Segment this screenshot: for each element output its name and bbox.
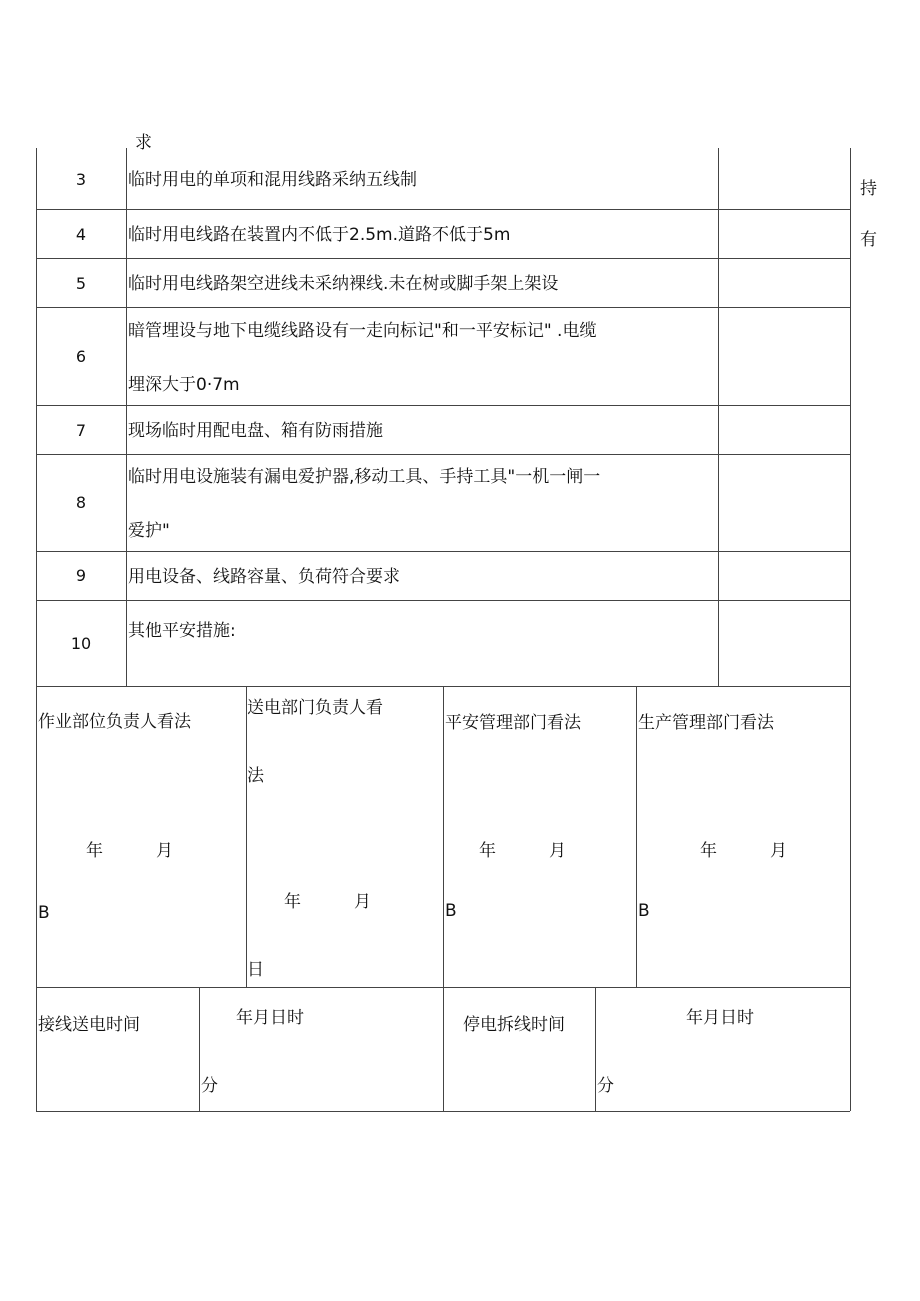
grid-line [36, 987, 850, 988]
row-number: 10 [70, 634, 92, 653]
connect-time-unit: 分 [201, 1076, 218, 1096]
month-label: 月 [354, 892, 371, 912]
month-label: 月 [770, 841, 787, 861]
grid-line [36, 1111, 850, 1112]
day-label: B [445, 901, 457, 921]
opinion-title: 法 [247, 766, 264, 786]
row-number: 4 [75, 225, 87, 244]
grid-line [443, 686, 444, 1111]
opinion-title: 平安管理部门看法 [445, 713, 581, 733]
grid-line [36, 600, 850, 601]
grid-line [246, 686, 247, 987]
row-text: 用电设备、线路容量、负荷符合要求 [128, 567, 400, 587]
grid-line [199, 987, 200, 1111]
year-label: 年 [479, 841, 496, 861]
row-number: 8 [75, 493, 87, 512]
row-number: 7 [75, 421, 87, 440]
row-text: 临时用电设施装有漏电爱护器,移动工具、手持工具"一机一闸一 [128, 467, 601, 487]
top-fragment-text: 求 [135, 133, 152, 153]
grid-line [36, 454, 850, 455]
day-label: B [638, 901, 650, 921]
row-text: 临时用电线路架空进线未采纳裸线.未在树或脚手架上架设 [128, 274, 559, 294]
grid-line [595, 987, 596, 1111]
row-text: 埋深大于0·7m [128, 375, 240, 395]
year-label: 年 [700, 841, 717, 861]
grid-line [36, 307, 850, 308]
side-note-char: 有 [860, 230, 877, 250]
grid-line [36, 258, 850, 259]
row-number: 3 [75, 170, 87, 189]
opinion-title: 送电部门负责人看 [247, 698, 383, 718]
opinion-title: 生产管理部门看法 [638, 713, 774, 733]
row-text: 其他平安措施: [128, 621, 236, 641]
disconnect-time-label: 停电拆线时间 [463, 1015, 565, 1035]
row-text: 爱护" [128, 521, 170, 541]
row-text: 暗管埋设与地下电缆线路设有一走向标记"和一平安标记" .电缆 [128, 321, 597, 341]
row-number: 5 [75, 274, 87, 293]
grid-line [36, 686, 37, 1111]
disconnect-time-unit: 分 [597, 1076, 614, 1096]
month-label: 月 [549, 841, 566, 861]
grid-line [36, 551, 850, 552]
side-note-char: 持 [860, 179, 877, 199]
grid-line [850, 148, 851, 1111]
year-label: 年 [284, 892, 301, 912]
row-text: 现场临时用配电盘、箱有防雨措施 [128, 421, 383, 441]
row-number: 6 [75, 347, 87, 366]
grid-line [636, 686, 637, 987]
row-text: 临时用电线路在装置内不低于2.5m.道路不低于5m [128, 225, 511, 245]
connect-time-label: 接线送电时间 [38, 1015, 140, 1035]
row-number: 9 [75, 566, 87, 585]
grid-line [36, 209, 850, 210]
day-label: B [38, 903, 50, 923]
connect-time-value: 年月日时 [236, 1008, 304, 1028]
grid-line [36, 405, 850, 406]
opinion-title: 作业部位负责人看法 [38, 712, 191, 732]
row-text: 临时用电的单项和混用线路采纳五线制 [128, 170, 417, 190]
month-label: 月 [156, 841, 173, 861]
day-label: 日 [247, 960, 264, 980]
disconnect-time-value: 年月日时 [686, 1008, 754, 1028]
year-label: 年 [86, 841, 103, 861]
grid-line [126, 148, 127, 686]
grid-line [718, 148, 719, 686]
